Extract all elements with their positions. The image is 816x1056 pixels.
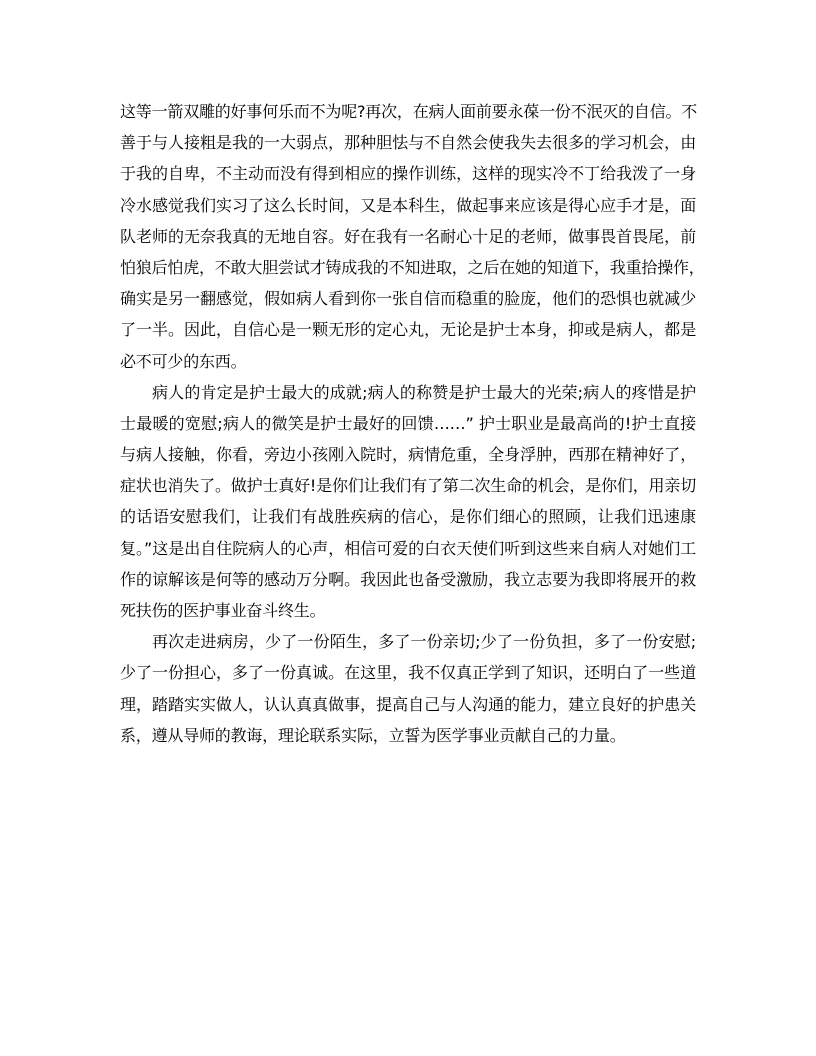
text-line: 必不可少的东西。 (120, 351, 247, 371)
text-line: 少了一份担心，多了一份真诚。在这里，我不仅真正学到了知识，还明白了一些道 (120, 663, 696, 683)
paragraph-self-confidence (120, 96, 705, 377)
text-line: 这等一箭双雕的好事何乐而不为呢?再次，在病人面前要永葆一份不泯灭的自信。不 (120, 102, 698, 121)
document-body (120, 96, 705, 751)
text-line: 与病人接触，你看，旁边小孩刚入院时，病情危重，全身浮肿，西那在精神好了， (120, 445, 696, 465)
text-line: 系，遵从导师的教诲，理论联系实际，立誓为医学事业贡献自己的力量。 (120, 725, 626, 745)
text-line: 于我的自卑，不主动而没有得到相应的操作训练，这样的现实冷不丁给我泼了一身 (120, 164, 696, 184)
text-line: 作的谅解该是何等的感动万分啊。我因此也备受激励，我立志要为我即将展开的救 (120, 569, 696, 589)
text-line: 了一半。因此，自信心是一颗无形的定心丸，无论是护士本身，抑或是病人，都是 (120, 320, 696, 340)
text-line: 冷水感觉我们实习了这么长时间，又是本科生，做起事来应该是得心应手才是，面 (120, 195, 696, 215)
text-line: 症状也消失了。做护士真好!是你们让我们有了第二次生命的机会，是你们，用亲切 (120, 476, 696, 496)
text-line: 确实是另一翻感觉，假如病人看到你一张自信而稳重的脸庞，他们的恐惧也就减少 (120, 289, 696, 309)
text-line: 善于与人接粗是我的一大弱点，那种胆怯与不自然会使我失去很多的学习机会，由 (120, 133, 696, 153)
text-line: 怕狼后怕虎，不敢大胆尝试才铸成我的不知进取，之后在她的知道下，我重拾操作， (120, 257, 705, 277)
text-line: 理，踏踏实实做人，认认真真做事，提高自己与人沟通的能力，建立良好的护患关 (120, 694, 696, 714)
text-line: 队老师的无奈我真的无地自容。好在我有一名耐心十足的老师，做事畏首畏尾，前 (120, 226, 696, 246)
text-line: 士最暖的宽慰;病人的微笑是护士最好的回馈……” 护士职业是最高尚的!护士直接 (120, 413, 696, 433)
text-line: 病人的肯定是护士最大的成就;病人的称赞是护士最大的光荣;病人的疼惜是护 (152, 382, 696, 402)
paragraph-patient-affirmation (120, 377, 696, 627)
text-line: 死扶伤的医护事业奋斗终生。 (120, 601, 326, 620)
text-line: 的话语安慰我们，让我们有战胜疾病的信心，是你们细心的照顾，让我们迅速康 (120, 507, 696, 527)
text-line: 再次走进病房，少了一份陌生，多了一份亲切;少了一份负担，多了一份安慰; (152, 632, 696, 652)
paragraph-ward-return (120, 626, 696, 751)
text-line: 复。”这是出自住院病人的心声，相信可爱的白衣天使们听到这些来自病人对她们工 (120, 538, 696, 558)
